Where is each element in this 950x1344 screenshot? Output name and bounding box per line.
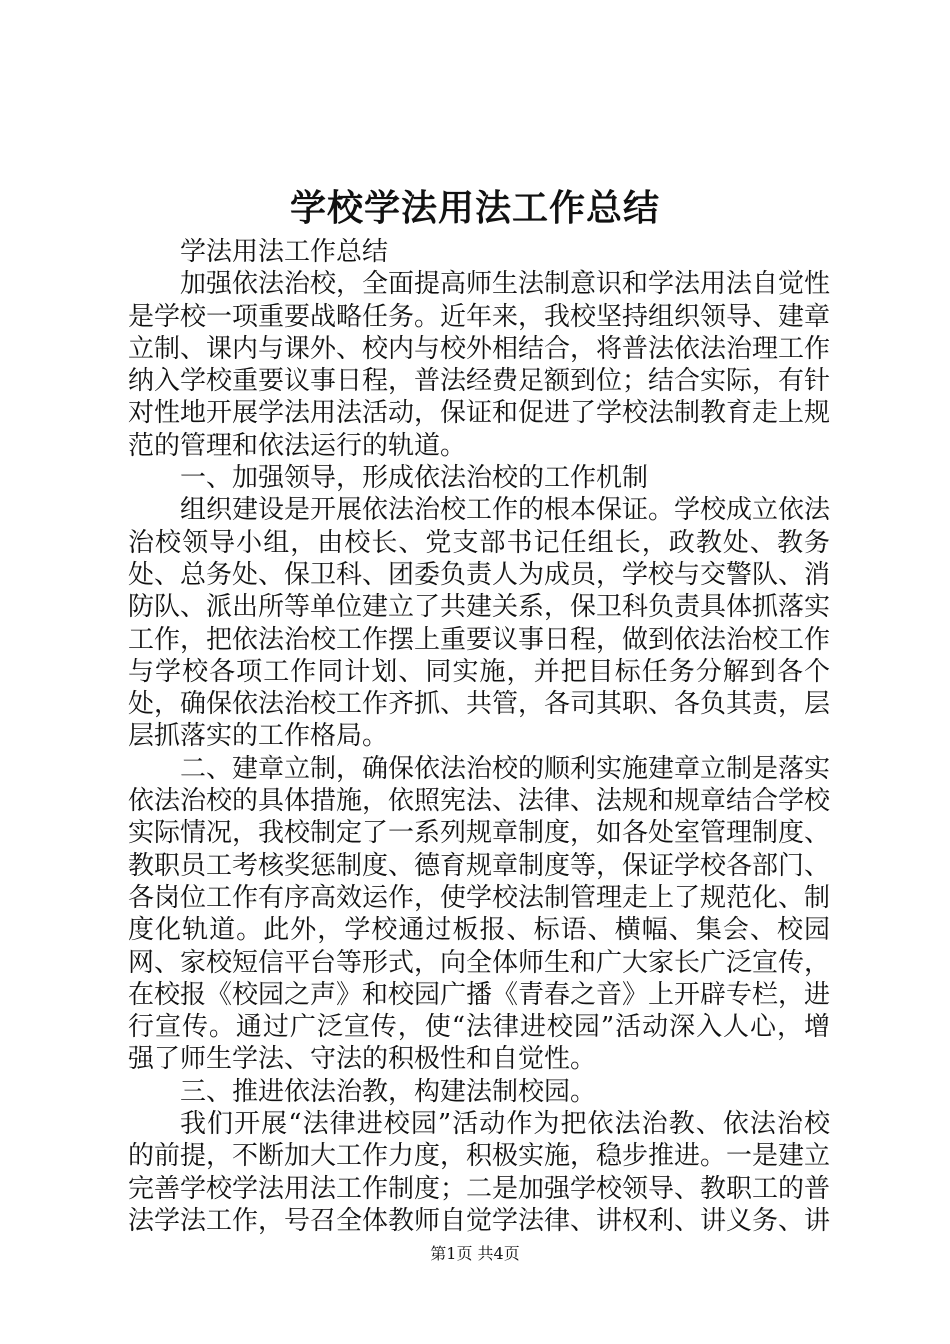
paragraph-section-3: 我们开展“法律进校园”活动作为把依法治教、依法治校的前提，不断加大工作力度，积极实施，稳步推进。一是建立完善学校学法用法工作制度；二是加强学校领导、教职工的普法学法工作，号召全体教师自觉学法律、讲权利、讲义务、讲 <box>128 1109 831 1236</box>
section-heading-3: 三、推进依法治教，构建法制校园。 <box>180 1076 597 1107</box>
paragraph-subtitle: 学法用法工作总结 <box>180 237 389 267</box>
document-title: 学校学法用法工作总结 <box>289 187 660 229</box>
page-footer: 第1页 共4页 <box>430 1244 520 1263</box>
paragraph-section-1: 组织建设是开展依法治校工作的根本保证。学校成立依法治校领导小组，由校长、党支部书记任组长，政教处、教务处、总务处、保卫科、团委负责人为成员，学校与交警队、消防队、派出所等单位建立了共建关系，保卫科负责具体抓落实工作，把依法治校工作摆上重要议事日程，做到依法治校工作与学校各项工作同计划、同实施，并把目标任务分解到各个处，确保依法治校工作齐抓、共管，各司其职、各负其责，层层抓落实的工作格局。 <box>128 495 831 752</box>
section-heading-1: 一、加强领导，形成依法治校的工作机制 <box>180 463 649 494</box>
document-body <box>128 236 830 1237</box>
paragraph-intro: 加强依法治校，全面提高师生法制意识和学法用法自觉性是学校一项重要战略任务。近年来，我校坚持组织领导、建章立制、课内与课外、校内与校外相结合，将普法依法治理工作纳入学校重要议事日程，普法经费足额到位；结合实际，有针对性地开展学法用法活动，保证和促进了学校法制教育走上规范的管理和依法运行的轨道。 <box>128 269 831 461</box>
paragraph-section-2: 二、建章立制，确保依法治校的顺利实施建章立制是落实依法治校的具体措施，依照宪法、法律、法规和规章结合学校实际情况，我校制定了一系列规章制度，如各处室管理制度、教职员工考核奖惩制度、德育规章制度等，保证学校各部门、各岗位工作有序高效运作，使学校法制管理走上了规范化、制度化轨道。此外，学校通过板报、标语、横幅、集会、校园网、家校短信平台等形式，向全体师生和广大家长广泛宣传，在校报《校园之声》和校园广播《青春之音》上开辟专栏，进行宣传。通过广泛宣传，使“法律进校园”活动深入人心，增强了师生学法、守法的积极性和自觉性。 <box>128 753 831 1075</box>
